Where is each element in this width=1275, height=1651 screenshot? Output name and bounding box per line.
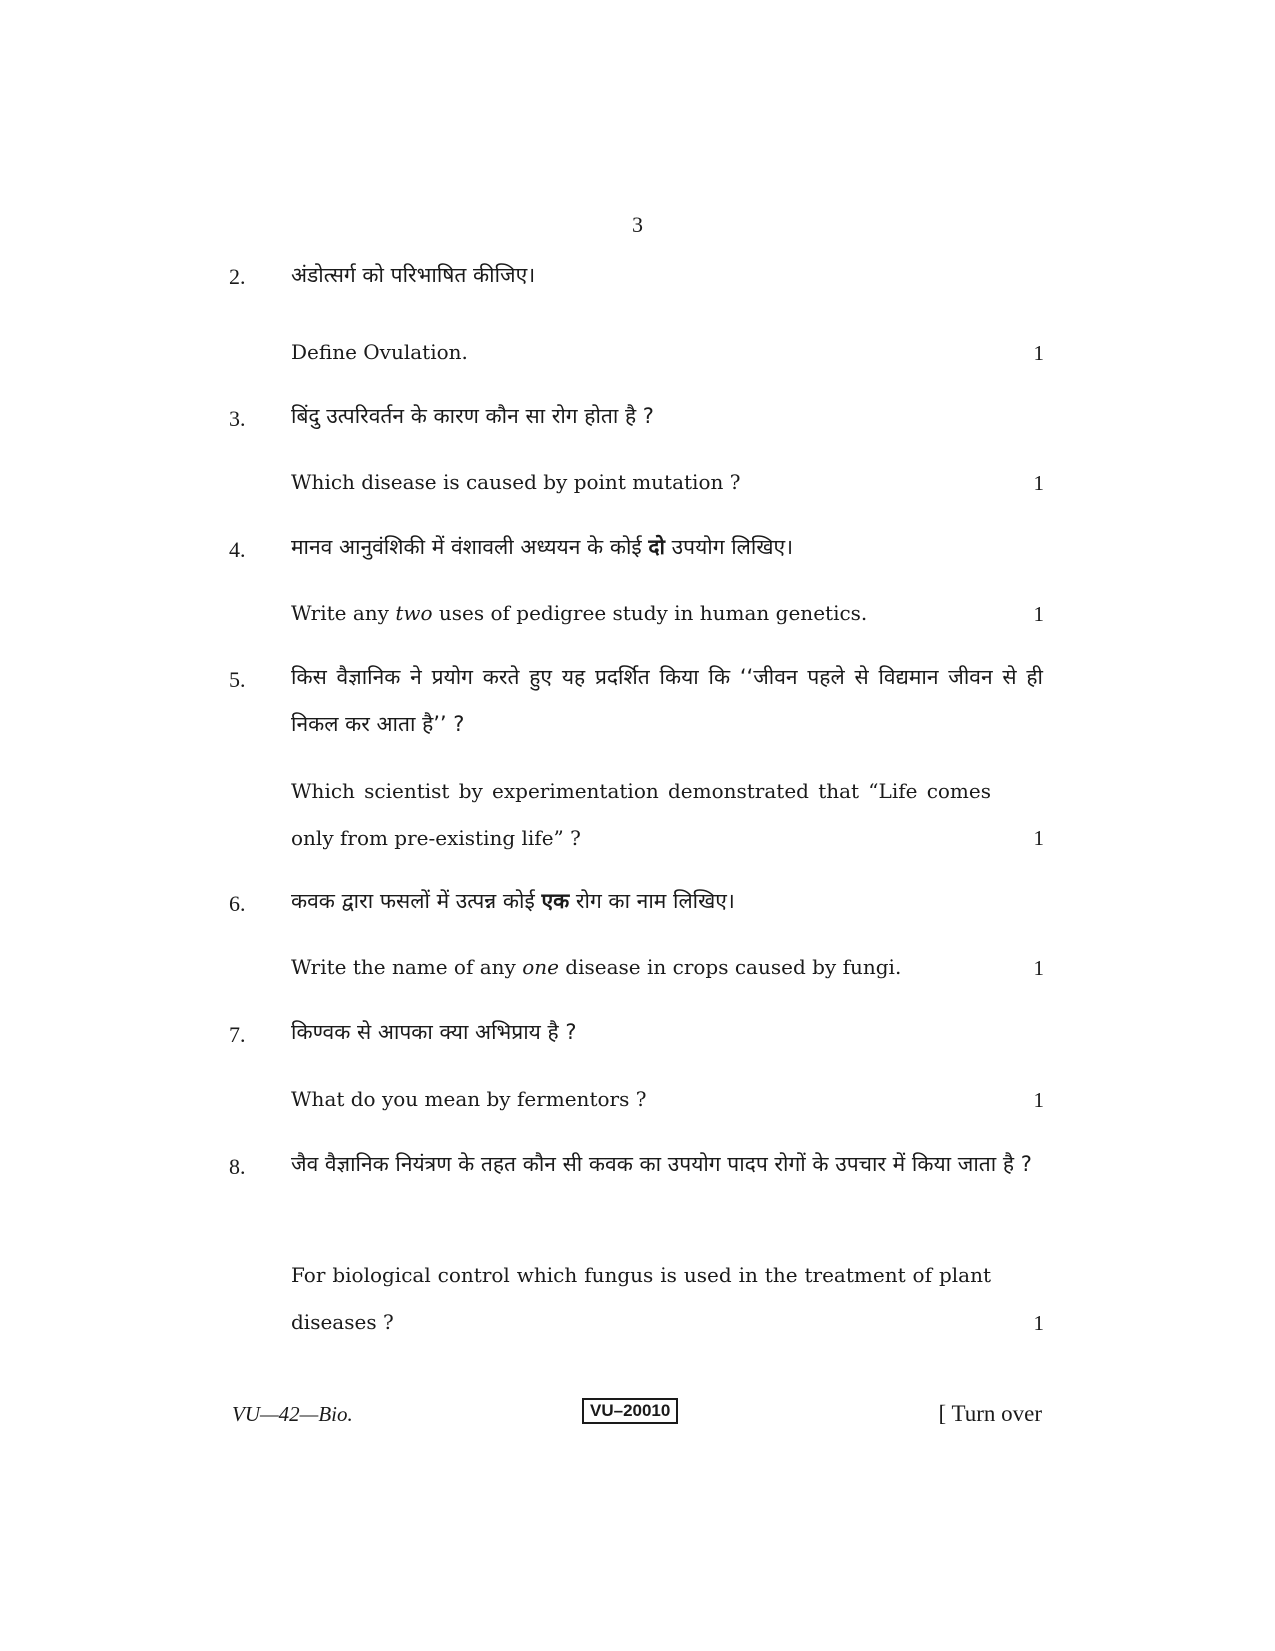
question-8-number: 8.	[229, 1154, 246, 1179]
question-4-english-emphasis: two	[395, 601, 433, 625]
question-5-english: Which scientist by experimentation demonstrated that “Life comes only from pre-existing life” ?	[291, 779, 991, 850]
question-6-english-emphasis: one	[522, 955, 559, 979]
question-4-marks: 1	[1033, 602, 1044, 626]
question-5-number: 5.	[229, 667, 246, 692]
question-4-english	[291, 590, 991, 637]
question-4-hindi	[291, 524, 1043, 571]
question-8-marks: 1	[1033, 1311, 1044, 1335]
question-7-english: What do you mean by fermentors ?	[291, 1087, 647, 1111]
question-7-hindi: किण्वक से आपका क्या अभिप्राय है ?	[291, 1020, 577, 1044]
question-2-hindi: अंडोत्सर्ग को परिभाषित कीजिए।	[291, 263, 536, 287]
question-5-hindi: किस वैज्ञानिक ने प्रयोग करते हुए यह प्रदर्शित किया कि ‘‘जीवन पहले से विद्यमान जीवन से ही निकल कर आता है’’ ?	[291, 665, 1043, 736]
question-4-number: 4.	[229, 537, 246, 562]
question-8-english: For biological control which fungus is used in the treatment of plant diseases ?	[291, 1263, 991, 1334]
question-6-number: 6.	[229, 891, 246, 916]
question-8-hindi: जैव वैज्ञानिक नियंत्रण के तहत कौन सी कवक का उपयोग पादप रोगों के उपचार में किया जाता है ?	[291, 1152, 1032, 1176]
question-7-number: 7.	[229, 1022, 246, 1047]
question-6-hindi-text-start: कवक द्वारा फसलों में उत्पन्न कोई	[291, 889, 542, 913]
footer-code-box: VU–20010	[582, 1398, 678, 1424]
question-6-english	[291, 944, 991, 991]
question-3-english: Which disease is caused by point mutation ?	[291, 470, 741, 494]
question-3-hindi: बिंदु उत्परिवर्तन के कारण कौन सा रोग होता है ?	[291, 404, 654, 428]
question-6-hindi-emphasis: एक	[541, 889, 570, 913]
question-6-hindi	[291, 878, 1043, 925]
question-3-number: 3.	[229, 406, 246, 431]
footer-turn-over: [ Turn over	[938, 1401, 1042, 1426]
question-6-marks: 1	[1033, 956, 1044, 980]
question-6-english-text-end: disease in crops caused by fungi.	[558, 955, 902, 979]
question-2-marks: 1	[1033, 341, 1044, 365]
question-6-english-text-start: Write the name of any	[291, 955, 523, 979]
question-3-marks: 1	[1033, 471, 1044, 495]
question-4-english-text-end: uses of pedigree study in human genetics.	[432, 601, 868, 625]
question-6-hindi-text-end: रोग का नाम लिखिए।	[569, 889, 735, 913]
question-4-english-text-start: Write any	[291, 601, 396, 625]
question-2-number: 2.	[229, 264, 246, 289]
question-2-english: Define Ovulation.	[291, 340, 468, 364]
question-7-marks: 1	[1033, 1088, 1044, 1112]
page-number: 3	[632, 212, 643, 237]
question-4-hindi-text-end: उपयोग लिखिए।	[665, 535, 794, 559]
question-4-hindi-text-start: मानव आनुवंशिकी में वंशावली अध्ययन के कोई	[291, 535, 649, 559]
footer-paper-id: VU—42—Bio.	[232, 1402, 353, 1426]
question-4-hindi-emphasis: दो	[648, 535, 665, 559]
question-5-marks: 1	[1033, 826, 1044, 850]
